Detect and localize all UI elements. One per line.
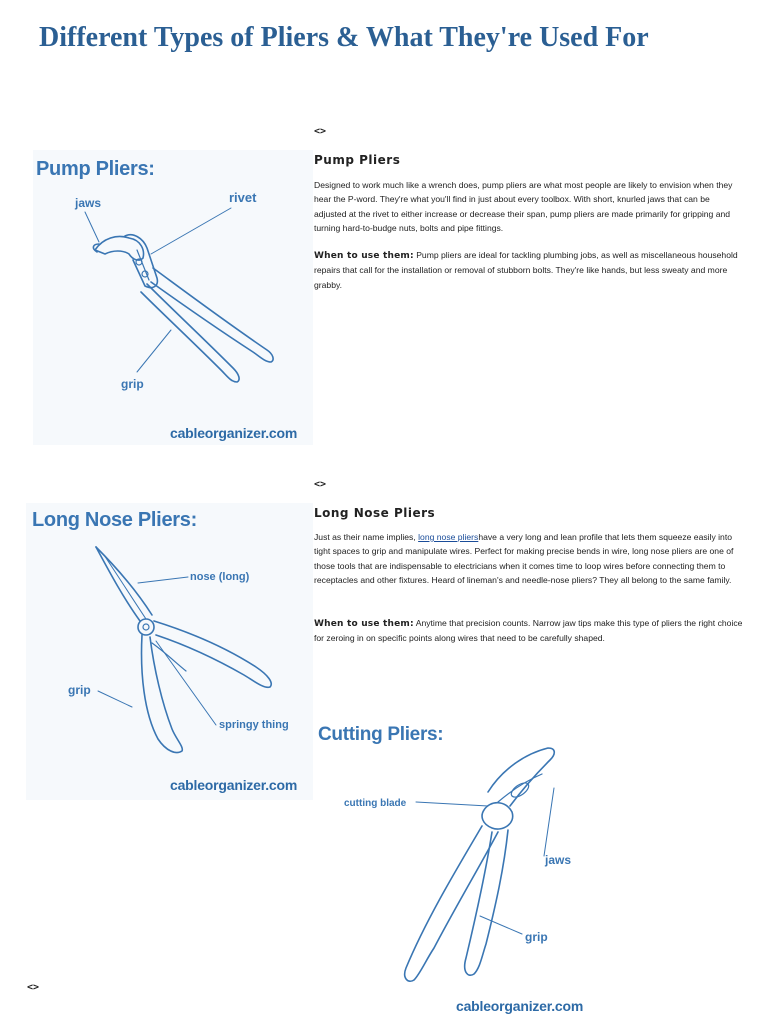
page-title: Different Types of Pliers & What They're Used For [39,22,649,53]
cutting-pliers-illustration [316,720,602,1024]
long-nose-pliers-usage [314,616,744,646]
when-to-use-label: When to use them: [314,251,414,261]
pump-pliers-brand: cableorganizer.com [170,425,298,441]
when-to-use-text: Anytime that precision counts. Narrow jaw tips make this type of pliers the right choice for zeroing in on specific points along wires that need to be carefully shaped. [314,618,743,644]
label-cutting-blade: cutting blade [344,798,407,809]
section-heading-pump-pliers: Pump Pliers [314,153,401,167]
description-text: Just as their name implies, [314,532,416,542]
nav-marker[interactable]: <> [27,982,40,993]
long-nose-pliers-drawing [26,503,313,800]
long-nose-pliers-illustration [26,503,313,800]
long-nose-pliers-description [314,530,744,587]
nav-marker[interactable]: <> [314,126,327,137]
pump-pliers-description: Designed to work much like a wrench does, pump pliers are what most people are likely to envision when they hear the P-word. They're what you'll find in just about every toolbox. With short, knurled jaws that can be adjusted at the rivet to either increase or decrease their span, pump pliers are made primarily for gripping and turning hard-to-budge nuts, bolts and pipe fittings. [314,180,733,233]
label-grip: grip [525,930,548,944]
pump-pliers-illustration [33,150,313,445]
label-rivet: rivet [229,190,257,205]
cutting-pliers-figure-title: Cutting Pliers: [318,724,444,745]
label-grip: grip [68,683,91,697]
label-jaws: jaws [545,853,572,867]
description-text: have a very long and lean profile that lets them squeeze easily into tight spaces to grip and manipulate wires. Perfect for making precise bends in wire, long nose pliers are one of those tools that are indispensable to electricians when it comes time to loop wires before connecting them to receptacles and other fixtures. Heard of lineman's and needle-nose pliers? They all belong to the same family. [314,532,734,585]
label-jaws: jaws [75,196,102,210]
label-springy-thing: springy thing [219,719,289,731]
label-nose: nose (long) [190,571,250,583]
pump-pliers-usage [314,248,744,292]
cutting-pliers-drawing [316,720,602,1024]
pump-pliers-drawing [33,150,313,445]
cutting-pliers-brand: cableorganizer.com [456,998,584,1014]
nav-marker[interactable]: <> [314,479,327,490]
long-nose-pliers-brand: cableorganizer.com [170,777,298,793]
when-to-use-label: When to use them: [314,619,414,629]
label-grip: grip [121,377,144,391]
long-nose-pliers-figure-title: Long Nose Pliers: [32,509,197,531]
pump-pliers-figure-title: Pump Pliers: [36,158,155,180]
section-heading-long-nose-pliers: Long Nose Pliers [314,506,436,520]
long-nose-pliers-link[interactable]: long nose pliers [418,532,479,542]
when-to-use-text: Pump pliers are ideal for tackling plumbing jobs, as well as miscellaneous household repairs that call for the installation or removal of stubborn bolts. They're like hands, but less sweaty and more grabby. [314,250,738,290]
